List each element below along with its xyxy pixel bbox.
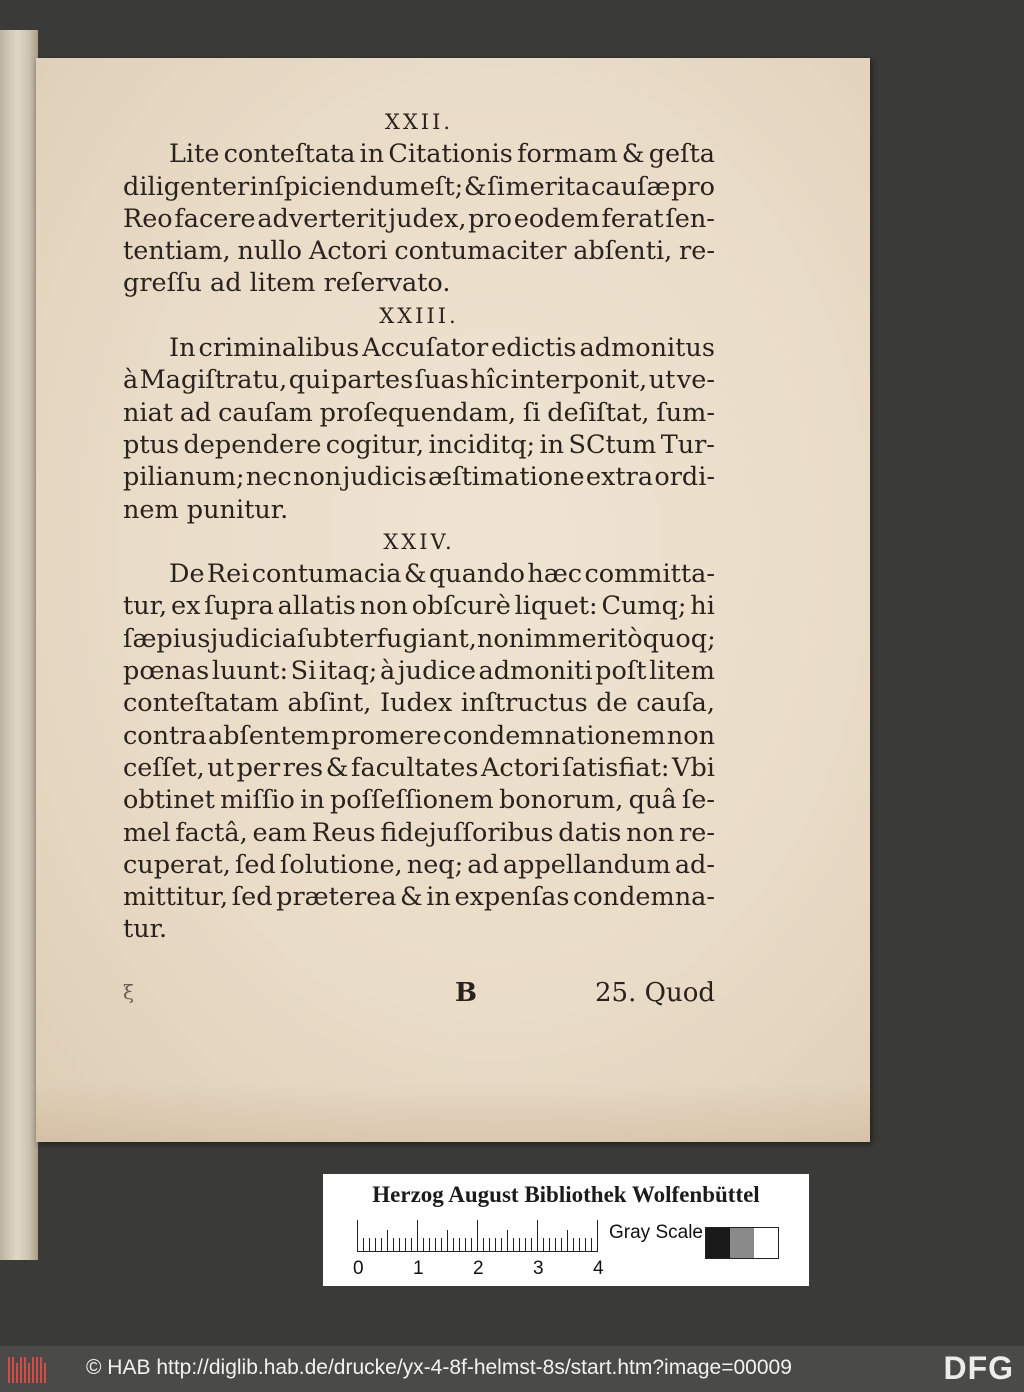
gray-scale-label: Gray Scale: [609, 1222, 703, 1243]
dfg-logo: DFG: [943, 1350, 1014, 1386]
text-line: conteſtatam abſint, Iudex inſtructus de cauſa,: [123, 688, 715, 719]
ruler-tick: [519, 1238, 520, 1252]
scale-ruler: [357, 1220, 597, 1252]
text-line: ſæpius judicia ſubterfugiant, non immeritò quoq;: [123, 623, 716, 654]
calibration-card: [323, 1174, 809, 1286]
text-line: niat ad cauſam proſequendam, ſi deſiſtat, ſum-: [123, 397, 715, 428]
gray-swatch: [730, 1228, 754, 1258]
ruler-label: 3: [533, 1258, 544, 1279]
credit-bar: [0, 1346, 1024, 1392]
ruler-tick: [363, 1238, 364, 1252]
ruler-tick: [501, 1238, 502, 1252]
ruler-tick: [555, 1238, 556, 1252]
gray-scale-swatches: [705, 1227, 779, 1259]
ruler-tick: [567, 1230, 568, 1252]
section-heading: XXIV.: [383, 529, 455, 554]
text-line: pœnas luunt: Si itaq; à judice admoniti poſt litem: [123, 656, 715, 687]
ruler-tick: [525, 1238, 526, 1252]
credit-text: © HAB http://diglib.hab.de/drucke/yx-4-8f-helmst-8s/start.htm?image=00009: [86, 1356, 792, 1379]
text-line: cuperat, ſed ſolutione, neq; ad appellandum ad-: [123, 849, 715, 880]
ruler-tick: [393, 1238, 394, 1252]
ruler-tick: [405, 1238, 406, 1252]
ruler-tick: [357, 1220, 358, 1252]
section-heading: XXII.: [384, 110, 454, 134]
text-line: mel factâ, eam Reus fidejuſſoribus datis non re-: [123, 817, 715, 848]
ruler-tick: [441, 1238, 442, 1252]
gray-swatch: [754, 1228, 778, 1258]
page-text: [123, 106, 715, 946]
signature-mark: B: [455, 978, 477, 1008]
text-line: pilianum; nec non judicis æſtimatione extra ordi-: [123, 462, 715, 493]
text-line: nem punitur.: [123, 494, 289, 525]
ruler-tick: [369, 1238, 370, 1252]
ruler-label: 0: [353, 1258, 364, 1279]
text-line: ptus dependere cogitur, inciditq; in SCtum Tur-: [123, 429, 715, 460]
ruler-label: 2: [473, 1258, 484, 1279]
ruler-tick: [483, 1238, 484, 1252]
ruler-tick: [597, 1220, 598, 1252]
footer-mark: ξ: [123, 980, 135, 1004]
ruler-tick: [375, 1238, 376, 1252]
ruler-tick: [453, 1238, 454, 1252]
ruler-tick: [471, 1238, 472, 1252]
gray-swatch: [706, 1228, 730, 1258]
ruler-tick: [381, 1238, 382, 1252]
ruler-tick: [591, 1238, 592, 1252]
ruler-tick: [423, 1238, 424, 1252]
ruler-tick: [537, 1220, 538, 1252]
ruler-tick: [447, 1230, 448, 1252]
ruler-tick: [561, 1238, 562, 1252]
ruler-tick: [543, 1238, 544, 1252]
ruler-tick: [417, 1220, 418, 1252]
ruler-tick: [477, 1220, 478, 1252]
section-heading: XXIII.: [379, 303, 459, 328]
ruler-labels: [347, 1258, 607, 1280]
text-line: Reo facere adverterit judex, pro eodem ferat ſen-: [123, 203, 715, 234]
ruler-label: 1: [413, 1258, 424, 1279]
ruler-tick: [489, 1238, 490, 1252]
ruler-tick: [429, 1238, 430, 1252]
text-line: greſſu ad litem reſervato.: [123, 268, 451, 299]
text-line: mittitur, ſed præterea & in expenſas condemna-: [123, 882, 715, 913]
ruler-tick: [573, 1238, 574, 1252]
text-line: tentiam, nullo Actori contumaciter abſenti, re-: [123, 236, 715, 267]
text-line: ceſſet, ut per res & facultates Actori ſatisfiat: Vbi: [123, 752, 715, 783]
ruler-tick: [435, 1238, 436, 1252]
ruler-tick: [549, 1238, 550, 1252]
text-line: In criminalibus Accuſator edictis admonitus: [169, 333, 715, 364]
ruler-tick: [399, 1238, 400, 1252]
text-line: Lite conteſtata in Citationis formam & geſta: [169, 139, 715, 170]
catchword: 25. Quod: [595, 978, 715, 1008]
text-line: tur, ex ſupra allatis non obſcurè liquet: Cumq; hi: [123, 591, 715, 622]
text-line: diligenter inſpiciendum eſt; & ſi merita cauſæ pro: [123, 171, 715, 202]
text-line: à Magiſtratu, qui partes ſuas hîc interponit, ut ve-: [123, 365, 715, 396]
text-line: tur.: [123, 914, 168, 945]
ruler-tick: [531, 1238, 532, 1252]
text-line: De Rei contumacia & quando hæc committa-: [169, 559, 715, 590]
page-footer: [123, 978, 715, 1012]
ruler-tick: [387, 1230, 388, 1252]
ruler-tick: [465, 1238, 466, 1252]
library-title: Herzog August Bibliothek Wolfenbüttel: [372, 1182, 760, 1207]
ruler-tick: [495, 1238, 496, 1252]
text-line: obtinet miſſio in poſſeſſionem bonorum, quâ ſe-: [123, 785, 715, 816]
ruler-tick: [507, 1230, 508, 1252]
ruler-tick: [579, 1238, 580, 1252]
barcode-icon: [8, 1357, 48, 1383]
ruler-tick: [585, 1238, 586, 1252]
previous-pages-edge: [0, 30, 38, 1260]
ruler-tick: [459, 1238, 460, 1252]
text-line: contra abſentem promere condemnationem non: [123, 720, 715, 751]
ruler-label: 4: [593, 1258, 604, 1279]
ruler-tick: [411, 1238, 412, 1252]
ruler-tick: [513, 1238, 514, 1252]
